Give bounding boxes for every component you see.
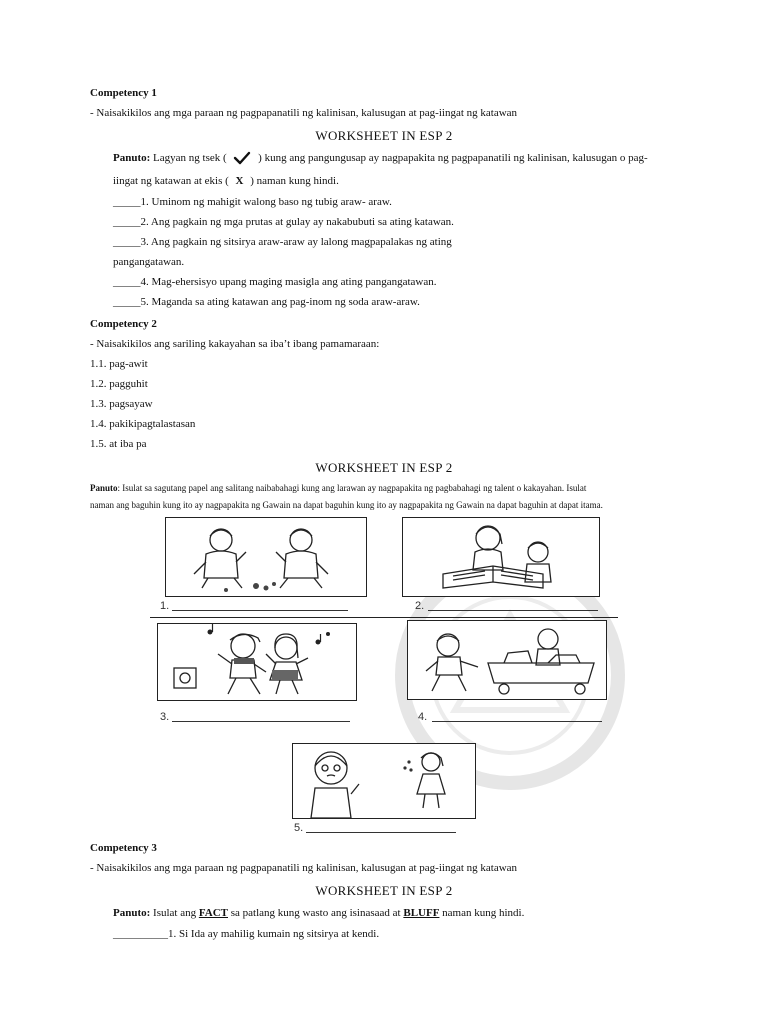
picture-4-children-pushing-cart: [407, 620, 607, 700]
picture-5-boy-and-girl: [292, 743, 476, 819]
worksheet-1-item-continuation: pangangatawan.: [113, 256, 185, 268]
worksheet-3-instructions: Panuto: Isulat ang FACT sa patlang kung wasto ang isinasaad at BLUFF naman kung hindi.: [113, 907, 525, 919]
bluff-keyword: BLUFF: [403, 907, 440, 919]
worksheet-3-title: WORKSHEET IN ESP 2: [315, 883, 453, 898]
skill-list-item: 1.4. pakikipagtalastasan: [90, 418, 196, 430]
x-mark-icon: X: [235, 175, 244, 187]
worksheet-2-instructions-line1: Panuto: Isulat sa sagutang papel ang salitang naibabahagi kung ang larawan ay nagpapakita ng pagbabahagi ng talent o kakayahan. Isulat: [90, 483, 587, 493]
picture-2-children-reading: [402, 517, 600, 597]
competency-3-description: - Naisakikilos ang mga paraan ng pagpapanatili ng kalinisan, kalusugan at pag-iingat ng katawan: [90, 862, 518, 874]
worksheet-1-instructions-line2: iingat ng katawan at ekis ( X ) naman kung hindi.: [113, 175, 339, 187]
panuto-label: Panuto:: [113, 152, 151, 164]
picture-3-children-dancing: [157, 623, 357, 701]
worksheet-3-item: __________1. Si Ida ay mahilig kumain ng sitsirya at kendi.: [113, 928, 380, 940]
worksheet-1-item: _____1. Uminom ng mahigit walong baso ng tubig araw- araw.: [113, 196, 392, 208]
answer-line-5[interactable]: [306, 832, 456, 833]
skill-list-item: 1.3. pagsayaw: [90, 398, 153, 410]
worksheet-1-item: _____4. Mag-ehersisyo upang maging masigla ang ating pangangatawan.: [113, 276, 437, 288]
picture-1-children: [165, 517, 367, 597]
answer-line-1[interactable]: [172, 610, 348, 611]
competency-2-title: Competency 2: [90, 318, 157, 330]
competency-1-description: - Naisakikilos ang mga paraan ng pagpapanatili ng kalinisan, kalusugan at pag-iingat ng katawan: [90, 107, 518, 119]
answer-line-3[interactable]: [172, 721, 350, 722]
divider-line: [150, 617, 618, 618]
worksheet-1-item: _____2. Ang pagkain ng mga prutas at gulay ay nakabubuti sa ating katawan.: [113, 216, 454, 228]
answer-number-1: 1.: [160, 600, 170, 612]
competency-1-title: Competency 1: [90, 87, 157, 99]
skill-list-item: 1.1. pag-awit: [90, 358, 148, 370]
worksheet-2-instructions-line2: naman ang baguhin kung ito ay nagpapakita ng Gawain na dapat baguhin kung ito ay nagpapakita ng Gawain na dapat baguhin at dapat itama.: [90, 500, 603, 510]
answer-number-5: 5.: [294, 822, 304, 834]
competency-3-title: Competency 3: [90, 842, 157, 854]
answer-number-2: 2.: [415, 600, 425, 612]
worksheet-1-item: _____5. Maganda sa ating katawan ang pag-inom ng soda araw-araw.: [113, 296, 420, 308]
answer-line-4[interactable]: [432, 721, 602, 722]
skill-list-item: 1.5. at iba pa: [90, 438, 147, 450]
skill-list-item: 1.2. pagguhit: [90, 378, 148, 390]
panuto-label: Panuto: [90, 483, 118, 493]
worksheet-2-title: WORKSHEET IN ESP 2: [315, 460, 453, 475]
answer-number-4: 4.: [418, 711, 428, 723]
answer-line-2[interactable]: [428, 610, 598, 611]
worksheet-1-title: WORKSHEET IN ESP 2: [315, 128, 453, 143]
worksheet-1-instructions-line1: Panuto: Lagyan ng tsek ( ) kung ang pangungusap ay nagpapakita ng pagpapanatili ng kalinisan, kalusugan o pag-: [113, 152, 648, 164]
answer-number-3: 3.: [160, 711, 170, 723]
fact-keyword: FACT: [198, 907, 228, 919]
check-icon: [233, 151, 251, 165]
panuto-label: Panuto:: [113, 907, 151, 919]
worksheet-1-item: _____3. Ang pagkain ng sitsirya araw-araw ay lalong magpapalakas ng ating: [113, 236, 452, 248]
competency-2-description: - Naisakikilos ang sariling kakayahan sa iba’t ibang pamamaraan:: [90, 338, 380, 350]
